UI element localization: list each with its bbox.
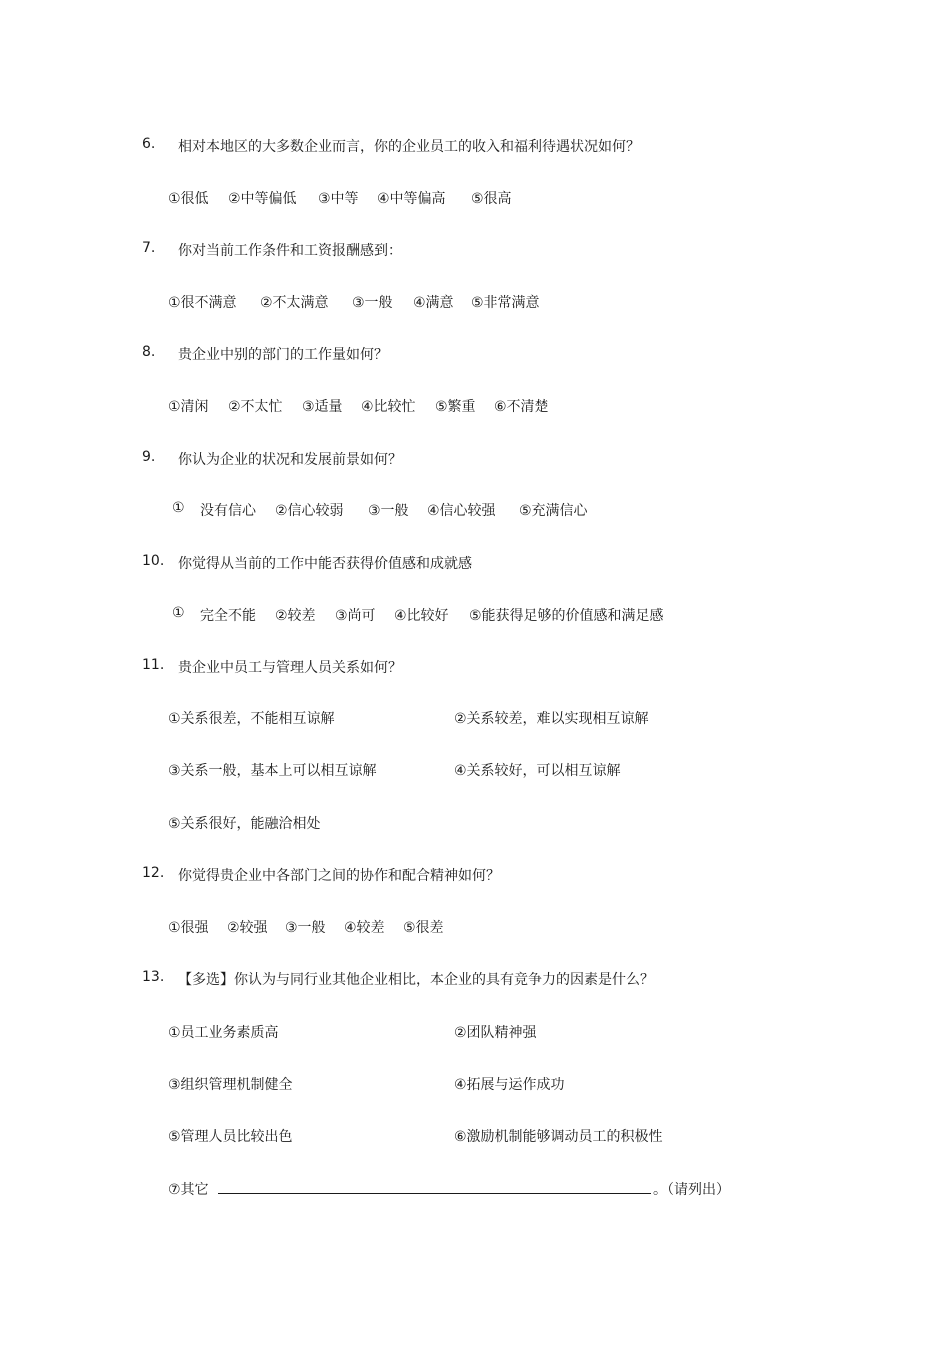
option[interactable]: ④比较好 [394,608,449,624]
option[interactable]: ⑤关系很好，能融洽相处 [168,816,321,832]
question-number: 6. [142,136,156,152]
question-number: 8. [142,344,156,360]
option[interactable]: ⑥不清楚 [494,399,549,415]
option[interactable]: ① [172,605,185,621]
option[interactable]: ④满意 [413,295,454,311]
option[interactable]: ②不太满意 [260,295,329,311]
option[interactable]: ①很不满意 [168,295,237,311]
option[interactable]: ④关系较好，可以相互谅解 [454,763,621,779]
option[interactable]: ②关系较差，难以实现相互谅解 [454,711,649,727]
option[interactable]: ④比较忙 [361,399,416,415]
option[interactable]: ②中等偏低 [228,191,297,207]
option[interactable]: ③关系一般，基本上可以相互谅解 [168,763,377,779]
option[interactable]: ① [172,500,185,516]
option[interactable]: ⑤很差 [403,920,444,936]
option[interactable]: ②信心较弱 [275,503,344,519]
option[interactable]: ⑤能获得足够的价值感和满足感 [469,608,664,624]
question-text: 相对本地区的大多数企业而言，你的企业员工的收入和福利待遇状况如何？ [178,139,640,155]
question-number: 13. [142,969,165,985]
question-number: 7. [142,240,156,256]
option[interactable]: ⑤管理人员比较出色 [168,1129,293,1145]
question-text: 你对当前工作条件和工资报酬感到： [178,243,402,259]
option[interactable]: ③中等 [318,191,359,207]
question-text: 贵企业中员工与管理人员关系如何？ [178,660,402,676]
option[interactable]: ①很强 [168,920,209,936]
option[interactable]: ③适量 [302,399,343,415]
option[interactable]: ②不太忙 [228,399,283,415]
option[interactable]: ③一般 [285,920,326,936]
option[interactable]: ①员工业务素质高 [168,1025,279,1041]
option[interactable]: ①很低 [168,191,209,207]
question-number: 12. [142,865,165,881]
option[interactable]: ⑤繁重 [435,399,476,415]
question-text: 你认为企业的状况和发展前景如何？ [178,452,402,468]
option[interactable]: ③一般 [368,503,409,519]
option[interactable]: ②团队精神强 [454,1025,537,1041]
option-label[interactable]: 没有信心 [200,503,256,519]
option[interactable]: ①清闲 [168,399,209,415]
question-number: 10. [142,553,165,569]
fill-in-suffix: 。（请列出） [653,1182,730,1198]
option-other[interactable]: ⑦其它 [168,1182,209,1198]
option[interactable]: ⑥激励机制能够调动员工的积极性 [454,1129,663,1145]
option[interactable]: ④较差 [344,920,385,936]
question-number: 11. [142,657,165,673]
option[interactable]: ⑤很高 [471,191,512,207]
option[interactable]: ⑤充满信心 [519,503,588,519]
option[interactable]: ②较强 [227,920,268,936]
question-text: 你觉得贵企业中各部门之间的协作和配合精神如何？ [178,868,500,884]
option[interactable]: ④信心较强 [427,503,496,519]
fill-in-blank-line[interactable] [218,1193,651,1194]
option[interactable]: ⑤非常满意 [471,295,540,311]
option[interactable]: ③一般 [352,295,393,311]
question-text: 【多选】你认为与同行业其他企业相比，本企业的具有竞争力的因素是什么？ [178,972,654,988]
question-text: 你觉得从当前的工作中能否获得价值感和成就感 [178,556,472,572]
question-number: 9. [142,449,156,465]
question-text: 贵企业中别的部门的工作量如何？ [178,347,388,363]
option[interactable]: ③尚可 [335,608,376,624]
option[interactable]: ③组织管理机制健全 [168,1077,293,1093]
option-label[interactable]: 完全不能 [200,608,256,624]
option[interactable]: ④拓展与运作成功 [454,1077,565,1093]
option[interactable]: ②较差 [275,608,316,624]
option[interactable]: ①关系很差，不能相互谅解 [168,711,335,727]
option[interactable]: ④中等偏高 [377,191,446,207]
